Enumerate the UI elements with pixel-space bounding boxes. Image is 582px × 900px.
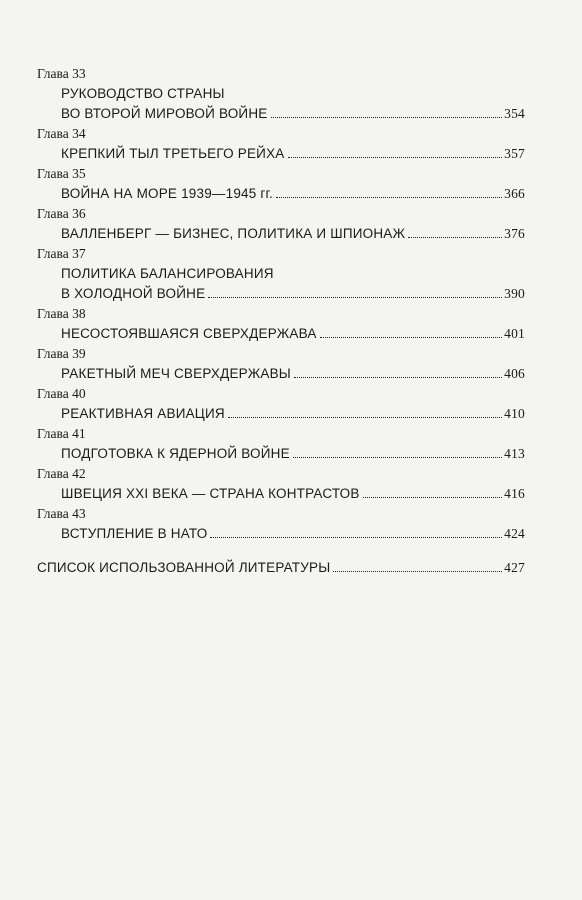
chapter-title: КРЕПКИЙ ТЫЛ ТРЕТЬЕГО РЕЙХА <box>61 146 285 161</box>
chapter-title: ПОЛИТИКА БАЛАНСИРОВАНИЯ <box>61 266 274 281</box>
dot-leader <box>288 157 503 158</box>
toc-entry <box>37 344 525 384</box>
bibliography-page: 427 <box>504 560 525 575</box>
dot-leader <box>408 237 502 238</box>
dot-leader <box>320 337 503 338</box>
dot-leader <box>208 297 502 298</box>
chapter-title-line <box>37 364 525 384</box>
chapter-title: ПОДГОТОВКА К ЯДЕРНОЙ ВОЙНЕ <box>61 446 290 461</box>
page-number: 366 <box>504 186 525 201</box>
chapter-title: РЕАКТИВНАЯ АВИАЦИЯ <box>61 406 225 421</box>
toc-entry <box>37 244 525 304</box>
chapter-title: ВОЙНА НА МОРЕ 1939—1945 гг. <box>61 186 273 201</box>
chapter-label: Глава 38 <box>37 306 86 321</box>
toc-entry <box>37 124 525 164</box>
chapter-label: Глава 43 <box>37 506 86 521</box>
page-number: 406 <box>504 366 525 381</box>
chapter-title-line <box>37 484 525 504</box>
chapter-title-line <box>37 284 525 304</box>
chapter-title: ВАЛЛЕНБЕРГ — БИЗНЕС, ПОЛИТИКА И ШПИОНАЖ <box>61 226 406 241</box>
chapter-title: РАКЕТНЫЙ МЕЧ СВЕРХДЕРЖАВЫ <box>61 366 291 381</box>
chapter-title-line <box>37 104 525 124</box>
page-number: 354 <box>504 106 525 121</box>
page-number: 413 <box>504 446 525 461</box>
dot-leader <box>363 497 503 498</box>
bibliography-entry <box>37 558 525 578</box>
chapter-title: НЕСОСТОЯВШАЯСЯ СВЕРХДЕРЖАВА <box>61 326 317 341</box>
chapter-list <box>37 64 525 544</box>
toc-entry <box>37 204 525 244</box>
dot-leader <box>294 377 502 378</box>
page-number: 376 <box>504 226 525 241</box>
toc-entry <box>37 464 525 504</box>
chapter-title: ШВЕЦИЯ XXI ВЕКА — СТРАНА КОНТРАСТОВ <box>61 486 360 501</box>
bibliography-title: СПИСОК ИСПОЛЬЗОВАННОЙ ЛИТЕРАТУРЫ <box>37 560 331 575</box>
chapter-label: Глава 39 <box>37 346 86 361</box>
chapter-title: ВО ВТОРОЙ МИРОВОЙ ВОЙНЕ <box>61 106 268 121</box>
page-number: 390 <box>504 286 525 301</box>
page-number: 410 <box>504 406 525 421</box>
chapter-title-line <box>37 184 525 204</box>
chapter-label: Глава 33 <box>37 66 86 81</box>
toc-entry <box>37 304 525 344</box>
chapter-label: Глава 35 <box>37 166 86 181</box>
chapter-title-line <box>37 404 525 424</box>
chapter-title-line <box>37 84 525 104</box>
chapter-label: Глава 41 <box>37 426 86 441</box>
page-number: 424 <box>504 526 525 541</box>
chapter-title-line <box>37 524 525 544</box>
page-number: 357 <box>504 146 525 161</box>
chapter-title: В ХОЛОДНОЙ ВОЙНЕ <box>61 286 206 301</box>
dot-leader <box>271 117 503 118</box>
chapter-label: Глава 40 <box>37 386 86 401</box>
dot-leader <box>333 571 502 572</box>
chapter-label: Глава 37 <box>37 246 86 261</box>
toc-entry <box>37 424 525 464</box>
dot-leader <box>293 457 502 458</box>
toc-entry <box>37 164 525 204</box>
toc-entry <box>37 504 525 544</box>
chapter-label: Глава 36 <box>37 206 86 221</box>
chapter-title-line <box>37 224 525 244</box>
chapter-title: ВСТУПЛЕНИЕ В НАТО <box>61 526 208 541</box>
chapter-title: РУКОВОДСТВО СТРАНЫ <box>61 86 225 101</box>
page-number: 416 <box>504 486 525 501</box>
chapter-label: Глава 42 <box>37 466 86 481</box>
chapter-title-line <box>37 444 525 464</box>
chapter-title-line <box>37 144 525 164</box>
table-of-contents <box>37 64 525 578</box>
page-number: 401 <box>504 326 525 341</box>
chapter-label: Глава 34 <box>37 126 86 141</box>
dot-leader <box>210 537 502 538</box>
toc-entry <box>37 384 525 424</box>
dot-leader <box>276 197 502 198</box>
toc-entry <box>37 64 525 124</box>
chapter-title-line <box>37 324 525 344</box>
dot-leader <box>228 417 502 418</box>
chapter-title-line <box>37 264 525 284</box>
